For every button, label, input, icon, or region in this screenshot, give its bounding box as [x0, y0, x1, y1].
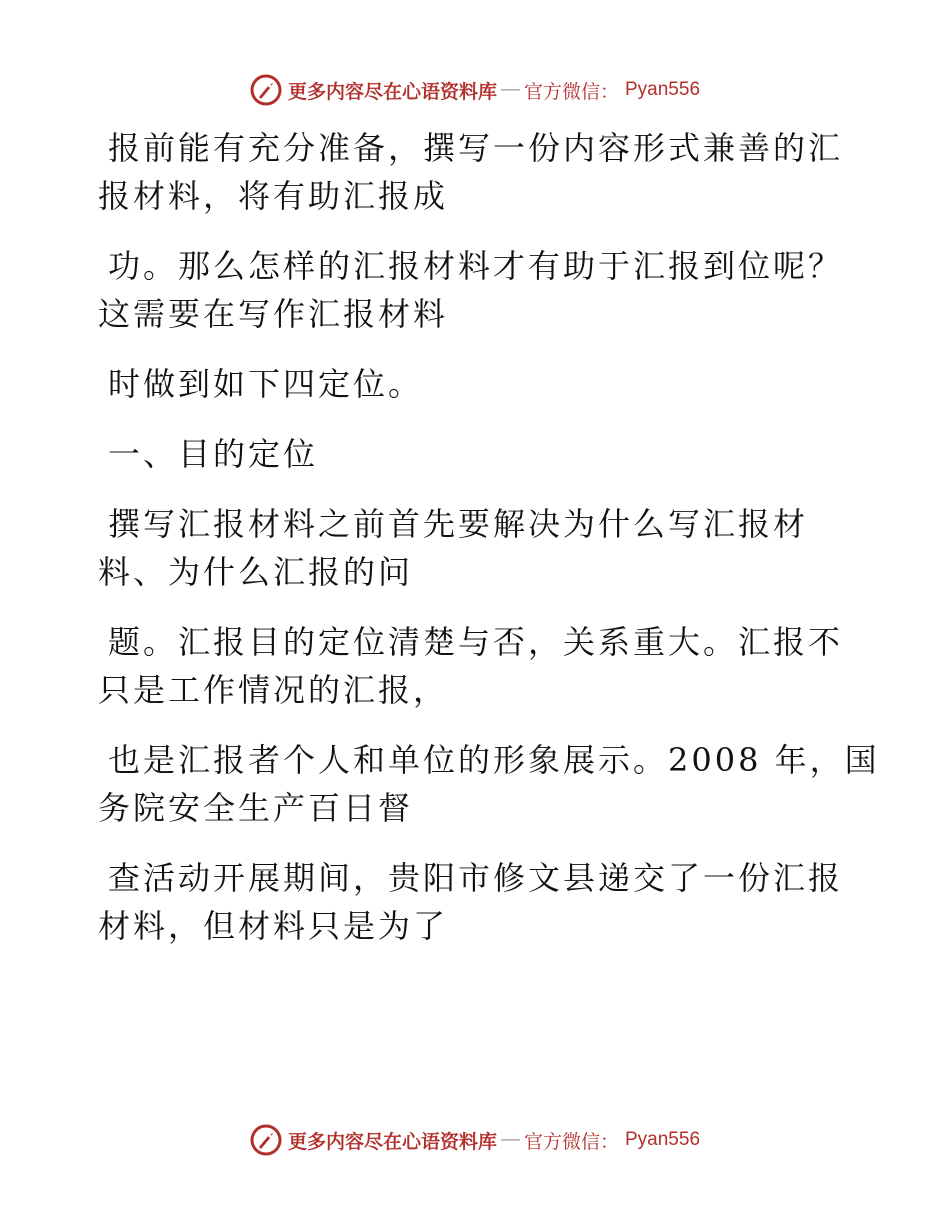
- paragraph-line: 报前能有充分准备，撰写一份内容形式兼善的汇: [108, 129, 844, 167]
- paragraph: [98, 618, 858, 714]
- pen-nib-logo-icon: [250, 1124, 282, 1156]
- footer-dash: —: [500, 1129, 520, 1150]
- paragraph-line: 撰写汇报材料之前首先要解决为什么写汇报材: [108, 505, 809, 543]
- footer-wechat-label: 官方微信：: [523, 1130, 619, 1153]
- document-body: [98, 124, 880, 972]
- paragraph-line: 时做到如下四定位。: [108, 365, 424, 403]
- header-brand-text: 更多内容尽在心语资料库: [287, 80, 497, 103]
- header-wechat-label: 官方微信：: [523, 80, 619, 103]
- header-dash: —: [500, 79, 520, 100]
- footer-brand-text: 更多内容尽在心语资料库: [287, 1130, 497, 1153]
- header-wechat-id: Pyan556: [625, 79, 701, 100]
- paragraph: [98, 242, 858, 338]
- paragraph: [98, 736, 880, 832]
- paragraph-line: 只是工作情况的汇报，: [98, 671, 449, 709]
- paragraph-line: 报材料，将有助汇报成: [98, 177, 449, 215]
- section-heading: [98, 430, 858, 478]
- footer-banner: [0, 1120, 950, 1160]
- paragraph-line: 也是汇报者个人和单位的形象展示。2008 年，国: [108, 741, 880, 779]
- paragraph-line: 题。汇报目的定位清楚与否，关系重大。汇报不: [108, 623, 844, 661]
- paragraph: [98, 124, 858, 220]
- paragraph: [98, 360, 858, 408]
- paragraph-line: 料、为什么汇报的问: [98, 553, 414, 591]
- paragraph-line: 功。那么怎样的汇报材料才有助于汇报到位呢？: [108, 247, 844, 285]
- paragraph-line: 材料，但材料只是为了: [98, 907, 449, 945]
- section-heading-text: 一、目的定位: [108, 435, 319, 473]
- header-banner: [0, 70, 950, 110]
- paragraph-line: 查活动开展期间，贵阳市修文县递交了一份汇报: [108, 859, 844, 897]
- paragraph-line: 务院安全生产百日督: [98, 789, 414, 827]
- paragraph: [98, 854, 858, 950]
- pen-nib-logo-icon: [250, 74, 282, 106]
- paragraph-line: 这需要在写作汇报材料: [98, 295, 449, 333]
- footer-wechat-id: Pyan556: [625, 1129, 701, 1150]
- paragraph: [98, 500, 858, 596]
